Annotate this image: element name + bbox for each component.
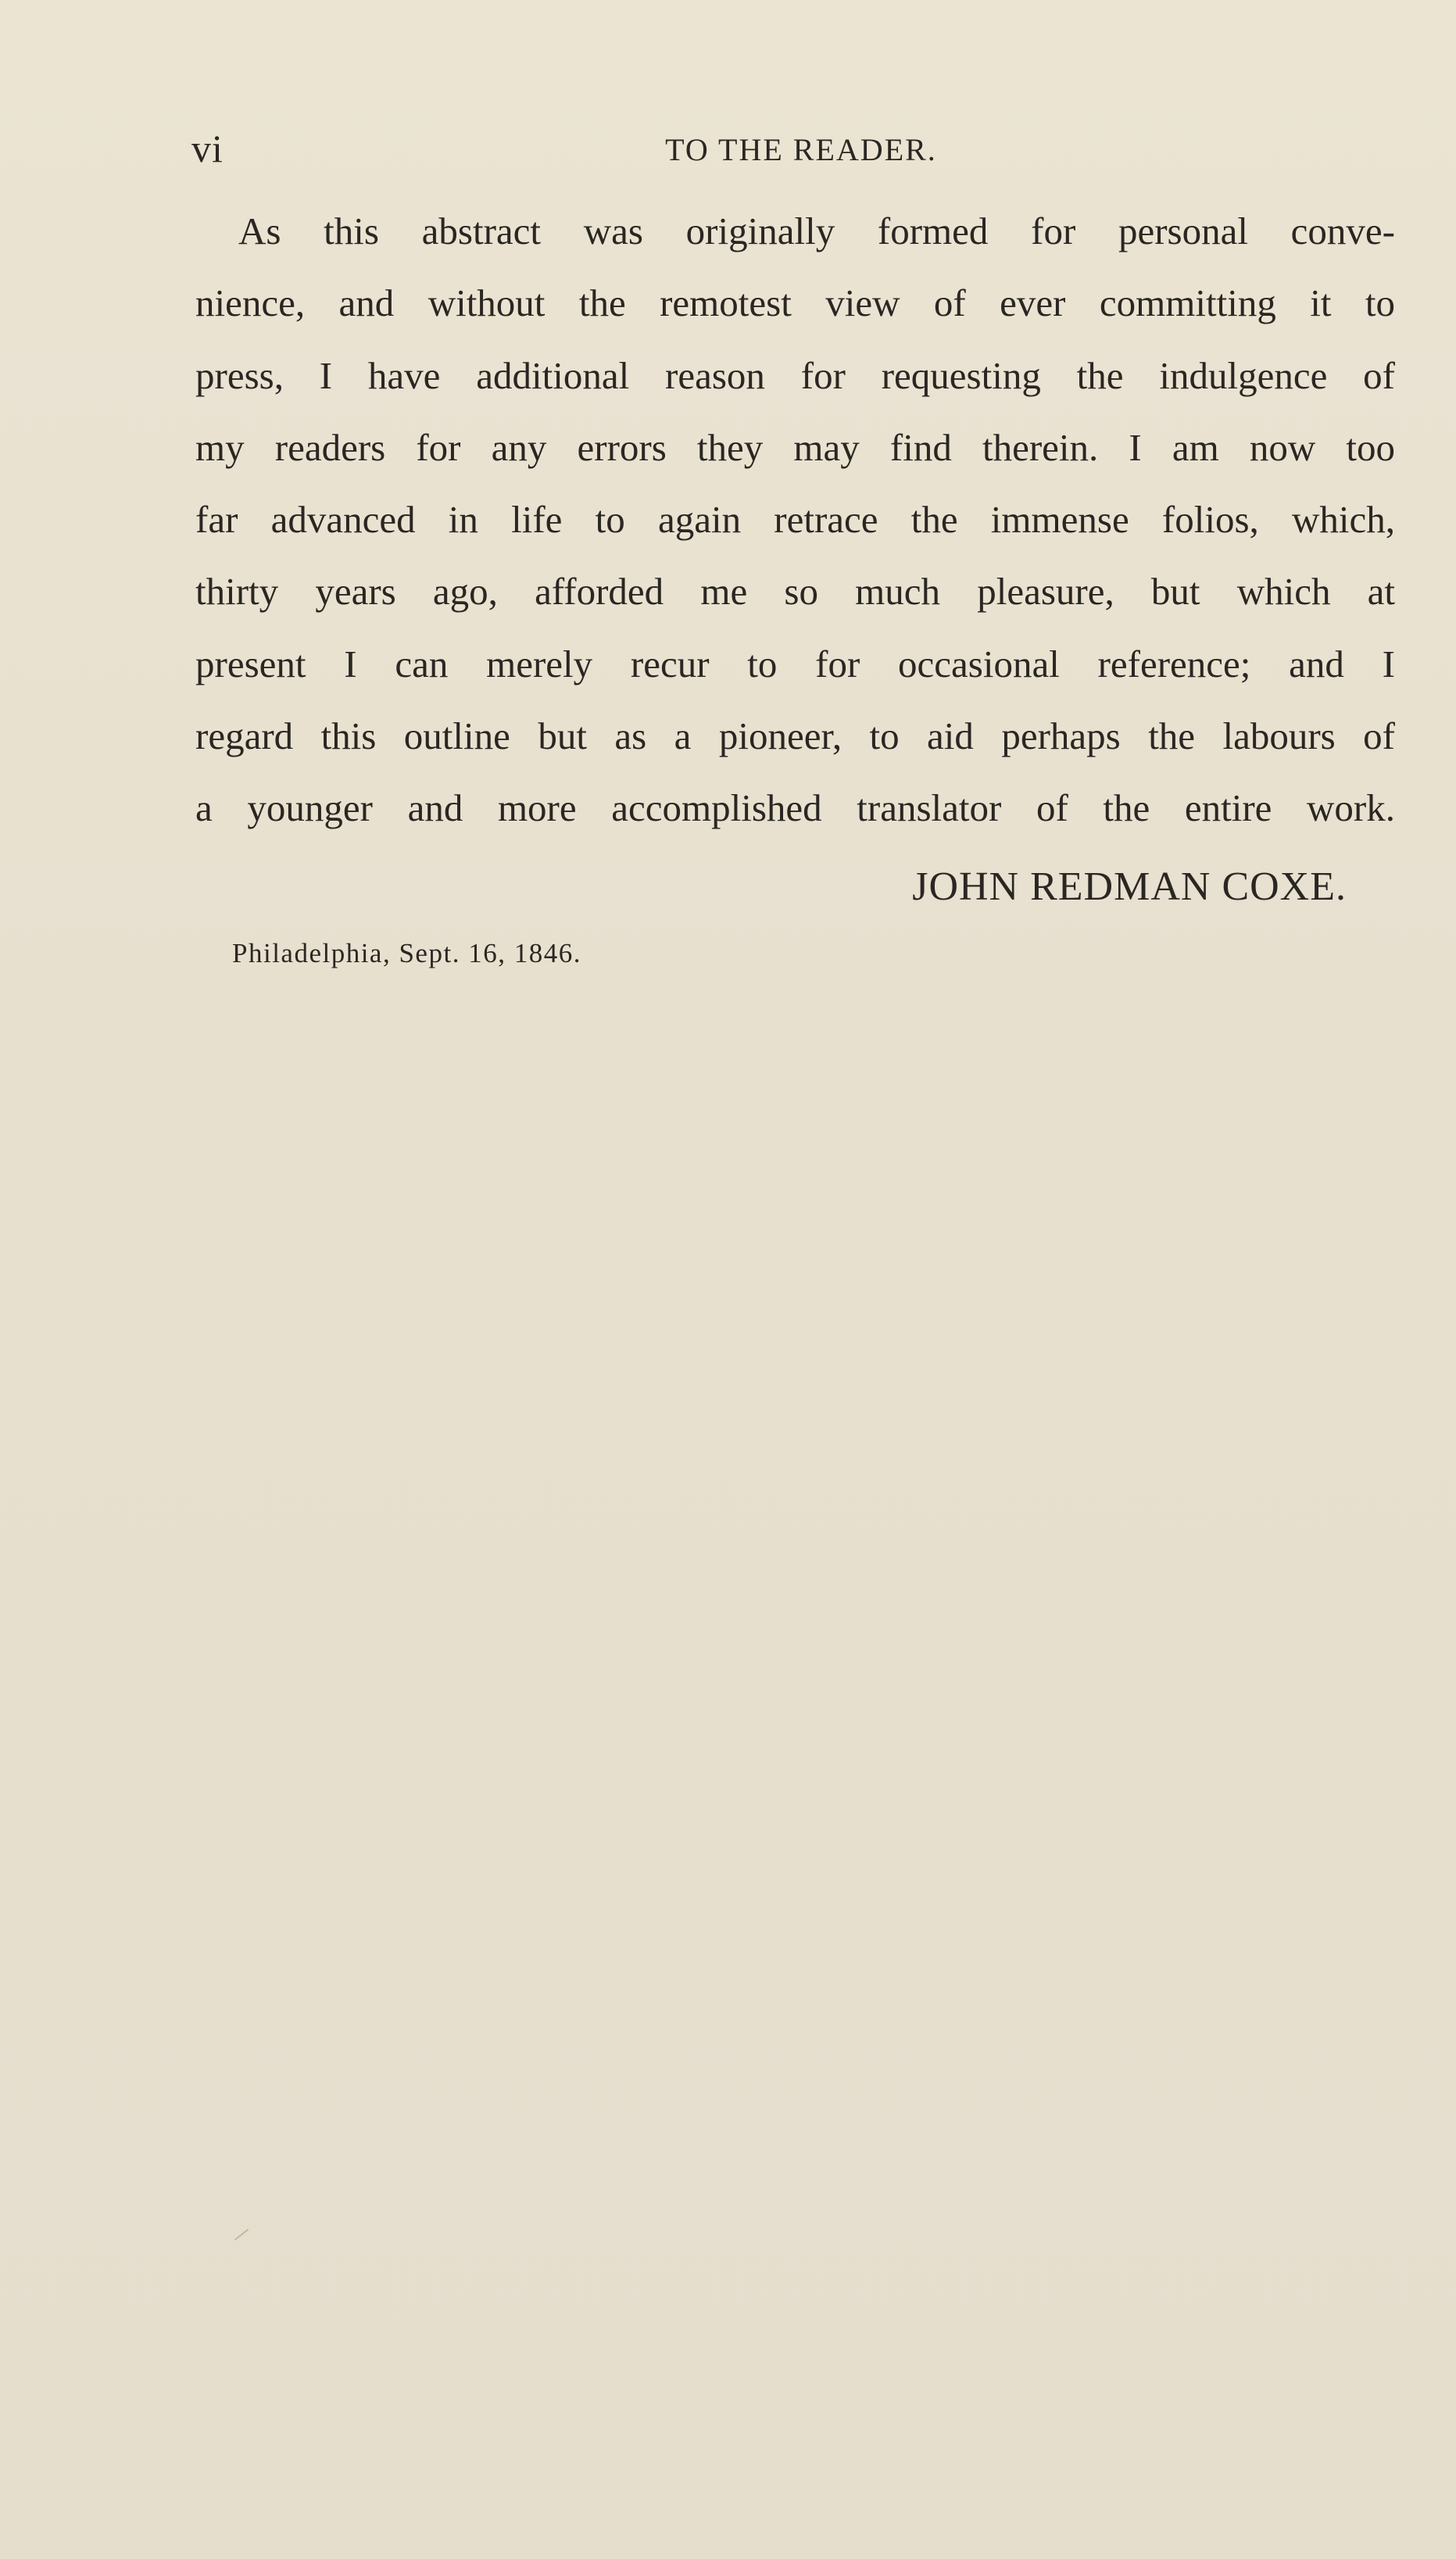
body-line: my readers for any errors they may find therein. I am now too <box>195 425 1395 469</box>
body-paragraph <box>195 195 1395 845</box>
body-line: regard this outline but as a pioneer, to aid perhaps the labours of <box>195 714 1395 758</box>
paper-speck <box>234 2228 249 2240</box>
body-line: a younger and more accomplished translator of the entire work. <box>195 786 1395 830</box>
body-line: nience, and without the remotest view of ever committing it to <box>195 281 1395 325</box>
running-head <box>191 125 1395 172</box>
author-signature: JOHN REDMAN COXE. <box>912 864 1347 909</box>
body-line: As this abstract was originally formed for personal conve- <box>238 209 1395 252</box>
place-and-date: Philadelphia, Sept. 16, 1846. <box>232 938 581 968</box>
body-line: press, I have additional reason for requesting the indulgence of <box>195 353 1395 397</box>
page-number: vi <box>191 127 224 170</box>
running-title: TO THE READER. <box>665 132 937 167</box>
body-line: present I can merely recur to for occasional reference; and I <box>195 642 1395 685</box>
body-line: far advanced in life to again retrace the immense folios, which, <box>195 498 1395 542</box>
body-line: thirty years ago, afforded me so much pleasure, but which at <box>195 570 1395 614</box>
